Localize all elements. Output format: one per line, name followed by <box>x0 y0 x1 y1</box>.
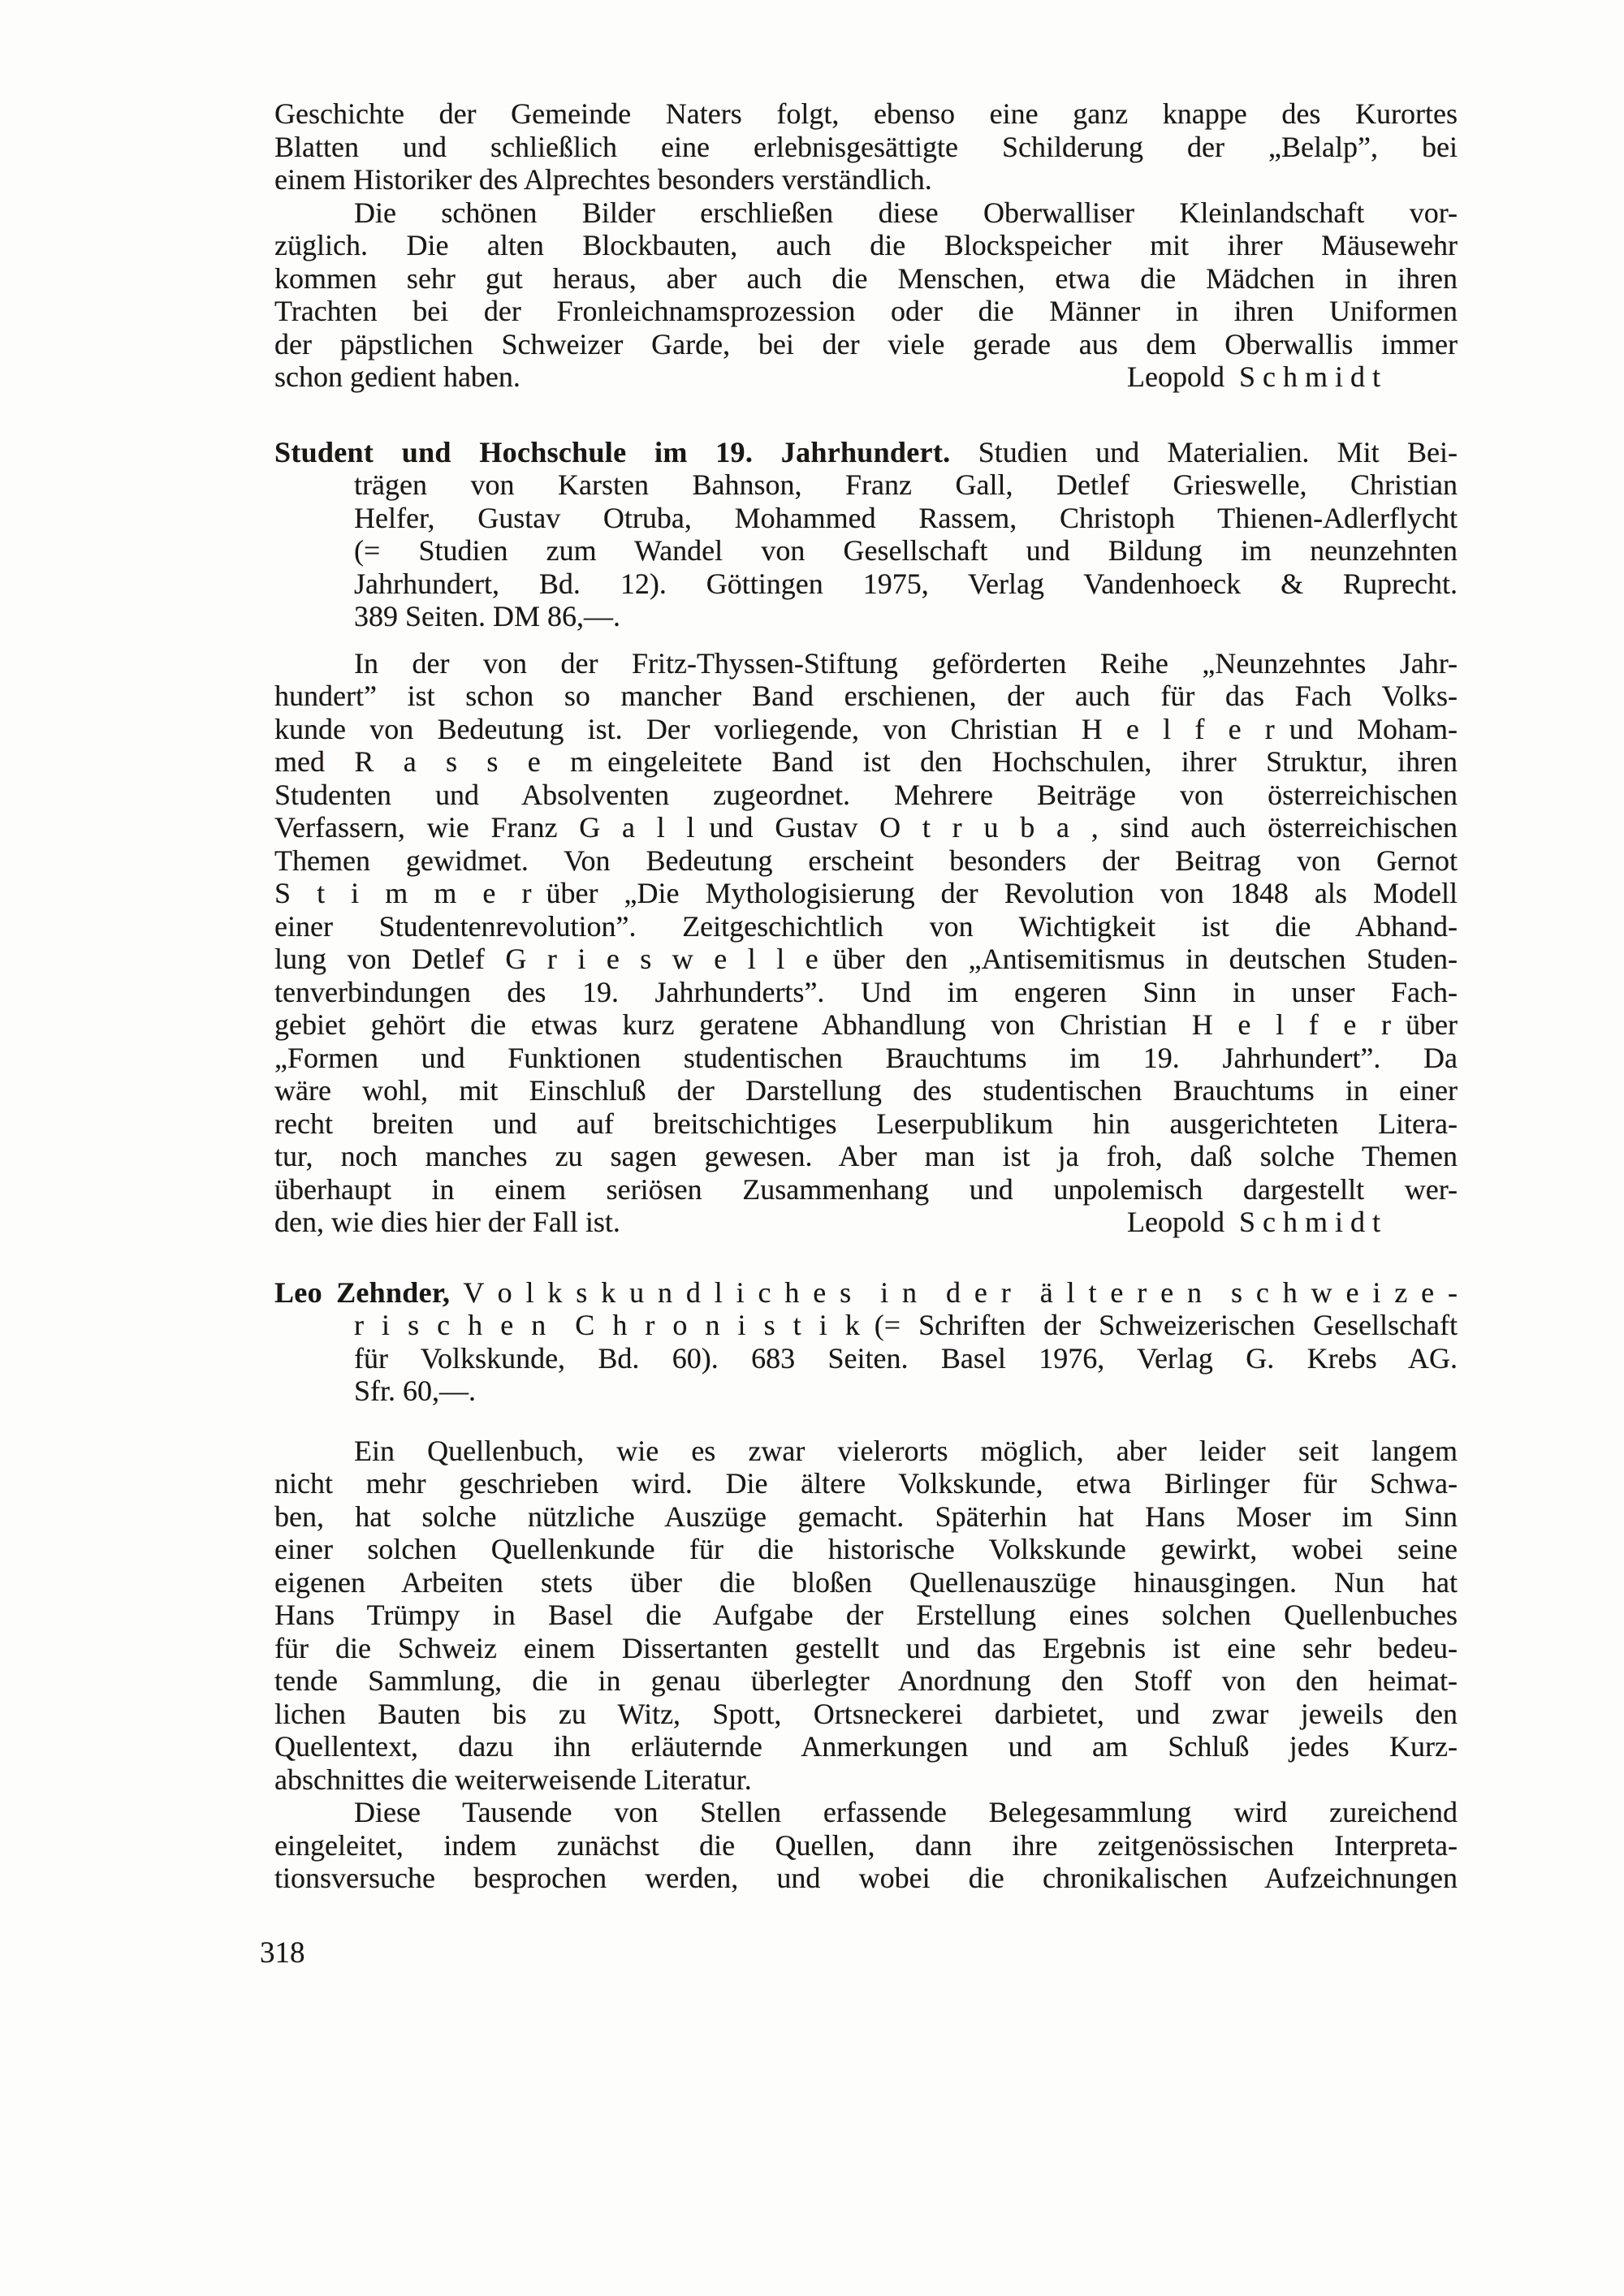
text-line: Studenten und Absolventen zugeordnet. Mehrere Beiträge von österreichischen <box>274 778 1458 811</box>
text-line: überhaupt in einem seriösen Zusammenhang und unpolemisch dargestellt wer- <box>274 1172 1458 1206</box>
text-line: trägen von Karsten Bahnson, Franz Gall, Detlef Grieswelle, Christian <box>354 468 1458 501</box>
text-line: wäre wohl, mit Einschluß der Darstellung des studentischen Brauchtums in einer <box>274 1074 1458 1107</box>
text-line: eingeleitet, indem zunächst die Quellen, dann ihre zeitgenössischen Interpreta- <box>274 1828 1458 1862</box>
text-line: Themen gewidmet. Von Bedeutung erscheint besonders der Beitrag von Gernot <box>274 844 1458 877</box>
text-line: tende Sammlung, die in genau überlegter Anordnung den Stoff von den heimat- <box>274 1664 1458 1697</box>
text-line: eigenen Arbeiten stets über die bloßen Quellenauszüge hinausgingen. Nun hat <box>274 1565 1458 1599</box>
text-line: Trachten bei der Fronleichnamsprozession oder die Männer in ihren Uniformen <box>274 295 1458 327</box>
text-line <box>274 360 1458 394</box>
entry-title-rest: V o l k s k u n d l i c h e s i n d e r ä l t e r e n s c h w e i z e - <box>450 1275 1458 1309</box>
text-line: Geschichte der Gemeinde Naters folgt, ebenso eine ganz knappe des Kurortes <box>274 97 1458 130</box>
text-line: Quellentext, dazu ihn erläuternde Anmerkungen und am Schluß jedes Kurz- <box>274 1730 1458 1763</box>
text-line: Diese Tausende von Stellen erfassende Belegesammlung wird zureichend <box>354 1796 1458 1828</box>
text-line: Blatten und schließlich eine erlebnisgesättigte Schilderung der „Belalp”, bei <box>274 130 1458 163</box>
text-line: Verfassern, wie Franz G a l l und Gustav O t r u b a , sind auch österreichischen <box>274 811 1458 844</box>
text-line: Jahrhundert, Bd. 12). Göttingen 1975, Verlag Vandenhoeck & Ruprecht. <box>354 567 1458 600</box>
text-line: einer solchen Quellenkunde für die historische Volkskunde gewirkt, wobei seine <box>274 1533 1458 1565</box>
bibliography-entry <box>274 1276 1458 1408</box>
text-line <box>274 1206 1458 1239</box>
text-line: S t i m m e r über „Die Mythologisierung der Revolution von 1848 als Modell <box>274 877 1458 909</box>
text-line: nicht mehr geschrieben wird. Die ältere Volkskunde, etwa Birlinger für Schwa- <box>274 1467 1458 1500</box>
text-line: hundert” ist schon so mancher Band erschienen, der auch für das Fach Volks- <box>274 680 1458 712</box>
text-line: 389 Seiten. DM 86,—. <box>354 600 620 632</box>
page-number: 318 <box>260 1936 305 1970</box>
text-line: ben, hat solche nützliche Auszüge gemacht. Späterhin hat Hans Moser im Sinn <box>274 1500 1458 1533</box>
paragraph-end-text: schon gedient haben. <box>274 360 520 393</box>
text-line: tenverbindungen des 19. Jahrhunderts”. Und im engeren Sinn in unser Fach- <box>274 975 1458 1008</box>
entry-title-bold: Student und Hochschule im 19. Jahrhundert. <box>274 435 951 468</box>
text-line: einem Historiker des Alprechtes besonders verständlich. <box>274 163 932 196</box>
text-line: lichen Bauten bis zu Witz, Spott, Ortsneckerei darbietet, und zwar jeweils den <box>274 1697 1458 1730</box>
text-line: gebiet gehört die etwas kurz geratene Abhandlung von Christian H e l f e r über <box>274 1008 1458 1041</box>
text-line: In der von der Fritz-Thyssen-Stiftung geförderten Reihe „Neunzehntes Jahr- <box>354 646 1458 680</box>
text-line: züglich. Die alten Blockbauten, auch die Blockspeicher mit ihrer Mäusewehr <box>274 229 1458 261</box>
text-line: kommen sehr gut heraus, aber auch die Menschen, etwa die Mädchen in ihren <box>274 261 1458 295</box>
bibliography-entry <box>274 436 1458 633</box>
text-line <box>274 1276 1458 1310</box>
text-line: kunde von Bedeutung ist. Der vorliegende, von Christian H e l f e r und Moham- <box>274 712 1458 745</box>
text-line: (= Studien zum Wandel von Gesellschaft und Bildung im neunzehnten <box>354 534 1458 567</box>
review-paragraph <box>274 647 1458 1239</box>
text-line: Hans Trümpy in Basel die Aufgabe der Erstellung eines solchen Quellenbuches <box>274 1599 1458 1631</box>
text-line: „Formen und Funktionen studentischen Brauchtums im 19. Jahrhundert”. Da <box>274 1041 1458 1074</box>
text-line: lung von Detlef G r i e s w e l l e über den „Antisemitismus in deutschen Studen- <box>274 943 1458 975</box>
entry-title-rest: Studien und Materialien. Mit Bei- <box>950 435 1458 468</box>
text-line: einer Studentenrevolution”. Zeitgeschichtlich von Wichtigkeit ist die Abhand- <box>274 909 1458 943</box>
text-line: Helfer, Gustav Otruba, Mohammed Rassem, Christoph Thienen-Adlerflycht <box>354 501 1458 534</box>
text-line: r i s c h e n C h r o n i s t i k (= Schriften der Schweizerischen Gesellschaft <box>354 1309 1458 1341</box>
text-line <box>274 436 1458 469</box>
text-line: abschnittes die weiterweisende Literatur. <box>274 1763 752 1796</box>
entry-title-bold: Leo Zehnder, <box>274 1275 451 1309</box>
paragraph-end-text: den, wie dies hier der Fall ist. <box>274 1206 620 1238</box>
text-line: Ein Quellenbuch, wie es zwar vielerorts möglich, aber leider seit langem <box>354 1434 1458 1467</box>
text-line: med R a s s e m eingeleitete Band ist den Hochschulen, ihrer Struktur, ihren <box>274 745 1458 778</box>
reviewer-signature: Leopold S c h m i d t <box>1127 1206 1380 1238</box>
text-line: tur, noch manches zu sagen gewesen. Aber man ist ja froh, daß solche Themen <box>274 1140 1458 1172</box>
text-line: recht breiten und auf breitschichtiges Leserpublikum hin ausgerichteten Litera- <box>274 1107 1458 1140</box>
text-line: Sfr. 60,—. <box>354 1375 477 1407</box>
text-line: für Volkskunde, Bd. 60). 683 Seiten. Basel 1976, Verlag G. Krebs AG. <box>354 1341 1458 1375</box>
review-paragraph <box>274 1796 1458 1895</box>
text-column <box>274 97 1458 1895</box>
text-line: tionsversuche besprochen werden, und wobei die chronikalischen Aufzeichnungen <box>274 1862 1458 1894</box>
review-paragraph <box>274 196 1458 394</box>
text-line: für die Schweiz einem Dissertanten gestellt und das Ergebnis ist eine sehr bedeu- <box>274 1631 1458 1664</box>
review-paragraph <box>274 1435 1458 1797</box>
text-line: Die schönen Bilder erschließen diese Oberwalliser Kleinlandschaft vor- <box>354 196 1458 229</box>
text-line: der päpstlichen Schweizer Garde, bei der viele gerade aus dem Oberwallis immer <box>274 327 1458 360</box>
reviewer-signature: Leopold S c h m i d t <box>1127 360 1380 393</box>
review-paragraph <box>274 97 1458 196</box>
